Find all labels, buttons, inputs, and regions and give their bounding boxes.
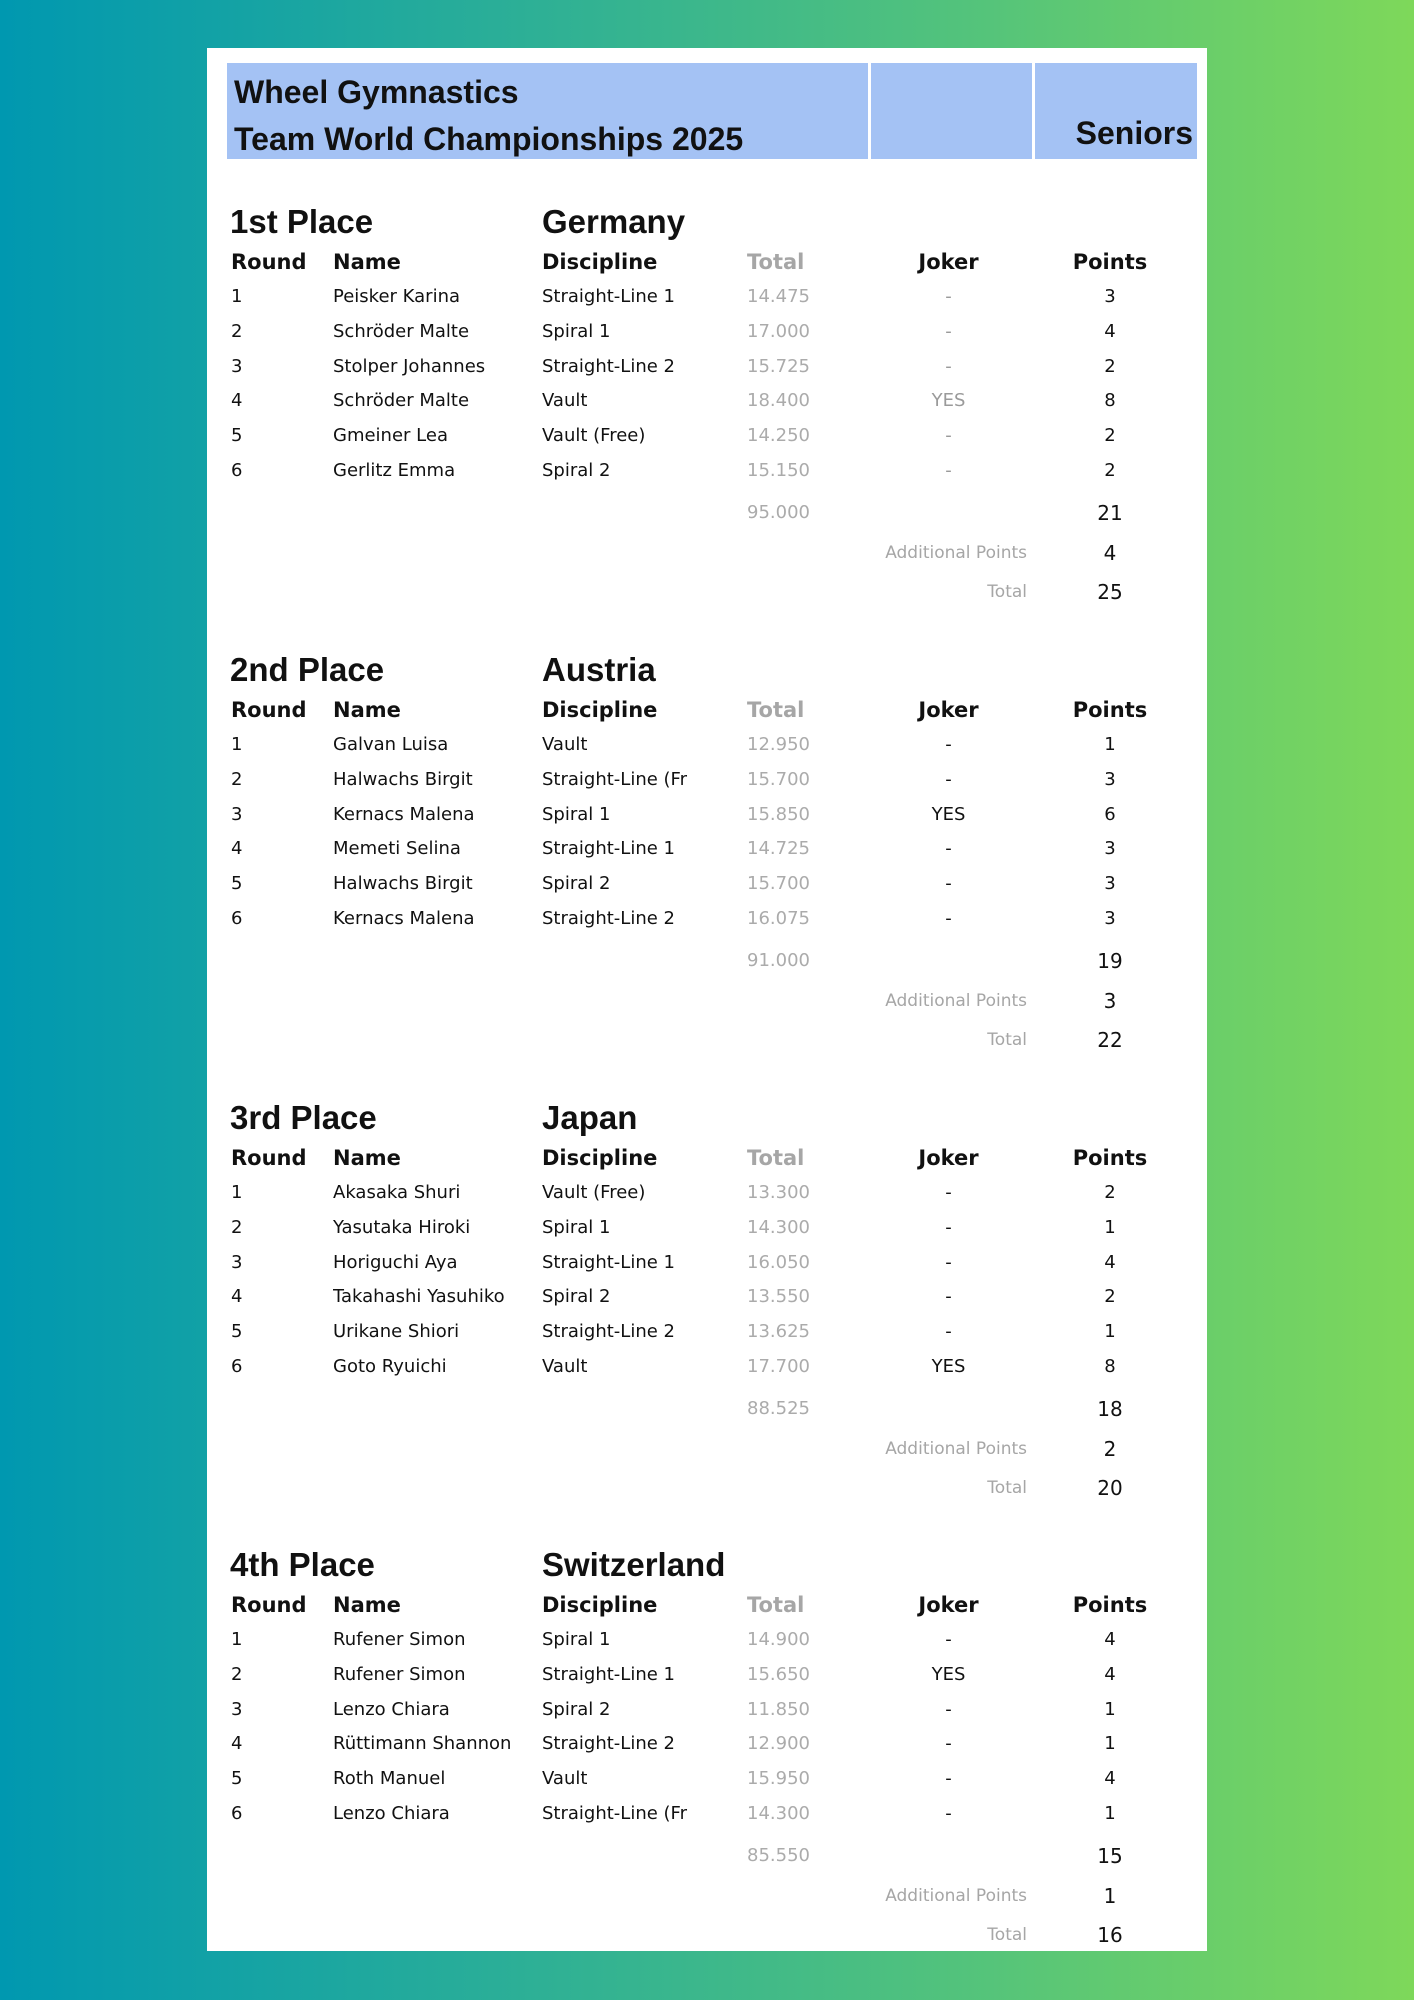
score-total-cell: 15.950 (747, 1768, 810, 1790)
athlete-name-cell: Lenzo Chiara (333, 1803, 450, 1824)
team-section (207, 200, 1207, 620)
athlete-name-cell: Gmeiner Lea (333, 425, 448, 447)
title-line-2: Team World Championships 2025 (234, 121, 744, 157)
table-row (207, 1246, 1207, 1280)
joker-cell: - (945, 1698, 952, 1720)
athlete-name-cell: Lenzo Chiara (333, 1698, 450, 1720)
discipline-cell: Straight-Line 2 (542, 908, 675, 929)
points-cell: 1 (1104, 1216, 1116, 1238)
points-cell: 1 (1104, 1321, 1116, 1343)
additional-points-label: Additional Points (885, 1886, 1027, 1906)
joker-cell: - (945, 425, 952, 447)
athlete-name-cell: Rufener Simon (333, 1663, 466, 1685)
round-cell: 5 (231, 425, 243, 447)
category-cell (1032, 63, 1197, 159)
round-cell: 6 (231, 460, 243, 481)
score-total-cell: 14.250 (747, 425, 810, 447)
table-row (207, 832, 1207, 866)
column-header-name: Name (333, 250, 401, 274)
discipline-cell: Straight-Line 2 (542, 355, 675, 377)
final-total-value: 20 (1097, 1476, 1123, 1500)
score-total-cell: 16.050 (747, 1251, 810, 1273)
discipline-cell: Vault (542, 1768, 588, 1790)
discipline-cell: Straight-Line 2 (542, 1733, 675, 1755)
athlete-name-cell: Galvan Luisa (333, 734, 449, 755)
joker-cell: - (945, 1803, 952, 1824)
country-title: Switzerland (542, 1546, 726, 1583)
column-header-row (207, 1588, 1207, 1622)
table-row (207, 1176, 1207, 1210)
column-header-points: Points (1072, 698, 1148, 722)
column-header-joker: Joker (918, 1146, 979, 1170)
table-row (207, 1762, 1207, 1796)
team-section (207, 1543, 1207, 1951)
round-cell: 2 (231, 1663, 243, 1685)
discipline-cell: Spiral 1 (542, 320, 611, 342)
discipline-cell: Straight-Line 1 (542, 1251, 675, 1273)
final-total-row (207, 575, 1207, 609)
subtotal-score: 95.000 (747, 502, 810, 523)
round-cell: 6 (231, 1803, 243, 1824)
discipline-cell: Straight-Line (Fr (542, 768, 688, 790)
joker-cell: YES (931, 1356, 966, 1377)
score-total-cell: 14.300 (747, 1216, 810, 1238)
joker-cell: - (945, 1629, 952, 1650)
table-row (207, 315, 1207, 349)
score-total-cell: 17.700 (747, 1356, 810, 1377)
discipline-cell: Spiral 1 (542, 803, 611, 825)
points-cell: 2 (1104, 460, 1116, 481)
points-cell: 2 (1104, 425, 1116, 447)
additional-points-label: Additional Points (885, 543, 1027, 563)
table-row (207, 867, 1207, 901)
score-total-cell: 11.850 (747, 1698, 810, 1720)
round-cell: 3 (231, 1698, 243, 1720)
discipline-cell: Spiral 2 (542, 873, 611, 895)
athlete-name-cell: Gerlitz Emma (333, 460, 456, 481)
athlete-name-cell: Halwachs Birgit (333, 768, 473, 790)
score-total-cell: 13.550 (747, 1286, 810, 1308)
score-total-cell: 12.950 (747, 734, 810, 755)
additional-points-label: Additional Points (885, 991, 1027, 1011)
round-cell: 2 (231, 320, 243, 342)
round-cell: 2 (231, 768, 243, 790)
table-row (207, 902, 1207, 936)
subtotal-row (207, 1839, 1207, 1873)
column-header-round: Round (231, 698, 307, 722)
joker-cell: - (945, 355, 952, 377)
subtotal-points: 19 (1097, 949, 1123, 973)
table-row (207, 728, 1207, 762)
joker-cell: - (945, 873, 952, 895)
athlete-name-cell: Takahashi Yasuhiko (333, 1286, 505, 1308)
additional-points-row (207, 1879, 1207, 1913)
athlete-name-cell: Kernacs Malena (333, 908, 475, 929)
final-total-label: Total (987, 1030, 1027, 1050)
final-total-row (207, 1023, 1207, 1057)
table-row (207, 1797, 1207, 1831)
subtotal-score: 88.525 (747, 1398, 810, 1419)
subtotal-points: 15 (1097, 1844, 1123, 1868)
athlete-name-cell: Schröder Malte (333, 390, 470, 412)
final-total-row (207, 1918, 1207, 1951)
round-cell: 3 (231, 1251, 243, 1273)
column-header-row (207, 693, 1207, 727)
score-total-cell: 12.900 (747, 1733, 810, 1755)
subtotal-score: 91.000 (747, 950, 810, 971)
points-cell: 4 (1104, 1768, 1116, 1790)
discipline-cell: Spiral 2 (542, 460, 611, 481)
additional-points-row (207, 984, 1207, 1018)
title-line-1: Wheel Gymnastics (234, 74, 519, 110)
country-title: Germany (542, 203, 686, 240)
points-cell: 3 (1104, 838, 1116, 860)
discipline-cell: Spiral 1 (542, 1629, 611, 1650)
points-cell: 8 (1104, 1356, 1116, 1377)
joker-cell: YES (931, 1663, 966, 1685)
joker-cell: - (945, 1251, 952, 1273)
subtotal-points: 18 (1097, 1397, 1123, 1421)
score-total-cell: 14.475 (747, 286, 810, 307)
final-total-label: Total (987, 582, 1027, 602)
athlete-name-cell: Akasaka Shuri (333, 1182, 461, 1203)
column-header-round: Round (231, 1146, 307, 1170)
score-total-cell: 16.075 (747, 908, 810, 929)
additional-points-value: 4 (1103, 541, 1117, 565)
final-total-value: 16 (1097, 1923, 1123, 1947)
athlete-name-cell: Roth Manuel (333, 1768, 446, 1790)
column-header-name: Name (333, 698, 401, 722)
round-cell: 4 (231, 390, 243, 412)
points-cell: 1 (1104, 1733, 1116, 1755)
category-label: Seniors (1075, 115, 1193, 151)
column-header-points: Points (1072, 1593, 1148, 1617)
joker-cell: - (945, 460, 952, 481)
discipline-cell: Vault (542, 1356, 588, 1377)
round-cell: 2 (231, 1216, 243, 1238)
column-header-discipline: Discipline (542, 250, 658, 274)
column-header-points: Points (1072, 250, 1148, 274)
column-header-round: Round (231, 1593, 307, 1617)
table-row (207, 1693, 1207, 1727)
final-total-value: 22 (1097, 1028, 1123, 1052)
score-total-cell: 14.300 (747, 1803, 810, 1824)
athlete-name-cell: Rüttimann Shannon (333, 1733, 512, 1755)
title-band (227, 63, 1197, 159)
column-header-points: Points (1072, 1146, 1148, 1170)
round-cell: 5 (231, 1321, 243, 1343)
table-row (207, 798, 1207, 832)
table-row (207, 1658, 1207, 1692)
points-cell: 3 (1104, 873, 1116, 895)
column-header-total: Total (747, 250, 805, 274)
joker-cell: YES (931, 390, 966, 412)
country-title: Austria (542, 651, 656, 688)
table-row (207, 1727, 1207, 1761)
column-header-name: Name (333, 1146, 401, 1170)
column-header-total: Total (747, 1146, 805, 1170)
additional-points-value: 2 (1103, 1437, 1117, 1461)
joker-cell: - (945, 286, 952, 307)
score-total-cell: 15.850 (747, 803, 810, 825)
joker-cell: - (945, 320, 952, 342)
joker-cell: - (945, 1286, 952, 1308)
score-total-cell: 15.150 (747, 460, 810, 481)
joker-cell: - (945, 1182, 952, 1203)
table-row (207, 454, 1207, 488)
joker-cell: - (945, 1733, 952, 1755)
additional-points-value: 1 (1103, 1884, 1117, 1908)
athlete-name-cell: Horiguchi Aya (333, 1251, 458, 1273)
column-header-joker: Joker (918, 1593, 979, 1617)
discipline-cell: Spiral 1 (542, 1216, 611, 1238)
points-cell: 4 (1104, 1663, 1116, 1685)
score-total-cell: 17.000 (747, 320, 810, 342)
table-row (207, 1315, 1207, 1349)
points-cell: 8 (1104, 390, 1116, 412)
table-row (207, 419, 1207, 453)
table-row (207, 763, 1207, 797)
joker-cell: - (945, 768, 952, 790)
final-total-value: 25 (1097, 580, 1123, 604)
column-header-total: Total (747, 698, 805, 722)
place-title: 3rd Place (230, 1099, 377, 1136)
athlete-name-cell: Rufener Simon (333, 1629, 466, 1650)
points-cell: 6 (1104, 803, 1116, 825)
additional-points-label: Additional Points (885, 1439, 1027, 1459)
points-cell: 1 (1104, 1803, 1116, 1824)
athlete-name-cell: Urikane Shiori (333, 1321, 460, 1343)
round-cell: 4 (231, 838, 243, 860)
round-cell: 3 (231, 803, 243, 825)
score-total-cell: 18.400 (747, 390, 810, 412)
round-cell: 4 (231, 1286, 243, 1308)
round-cell: 1 (231, 734, 243, 755)
score-total-cell: 15.700 (747, 768, 810, 790)
round-cell: 1 (231, 1629, 243, 1650)
score-total-cell: 14.900 (747, 1629, 810, 1650)
points-cell: 2 (1104, 1182, 1116, 1203)
column-header-joker: Joker (918, 698, 979, 722)
place-title: 4th Place (230, 1546, 375, 1583)
points-cell: 1 (1104, 734, 1116, 755)
table-row (207, 280, 1207, 314)
score-total-cell: 13.300 (747, 1182, 810, 1203)
points-cell: 4 (1104, 320, 1116, 342)
athlete-name-cell: Halwachs Birgit (333, 873, 473, 895)
subtotal-row (207, 1392, 1207, 1426)
discipline-cell: Straight-Line 2 (542, 1321, 675, 1343)
points-cell: 1 (1104, 1698, 1116, 1720)
score-total-cell: 13.625 (747, 1321, 810, 1343)
round-cell: 1 (231, 286, 243, 307)
discipline-cell: Vault (Free) (542, 425, 646, 447)
round-cell: 5 (231, 1768, 243, 1790)
subtotal-row (207, 944, 1207, 978)
athlete-name-cell: Peisker Karina (333, 286, 461, 307)
score-total-cell: 15.650 (747, 1663, 810, 1685)
additional-points-row (207, 1432, 1207, 1466)
place-title: 2nd Place (230, 651, 385, 688)
column-header-total: Total (747, 1593, 805, 1617)
title-band-spacer (868, 63, 1032, 159)
athlete-name-cell: Goto Ryuichi (333, 1356, 447, 1377)
table-row (207, 1280, 1207, 1314)
joker-cell: - (945, 838, 952, 860)
additional-points-row (207, 536, 1207, 570)
discipline-cell: Vault (542, 390, 588, 412)
points-cell: 2 (1104, 355, 1116, 377)
joker-cell: - (945, 734, 952, 755)
table-row (207, 1211, 1207, 1245)
athlete-name-cell: Kernacs Malena (333, 803, 475, 825)
column-header-discipline: Discipline (542, 698, 658, 722)
joker-cell: - (945, 908, 952, 929)
athlete-name-cell: Memeti Selina (333, 838, 461, 860)
team-section (207, 648, 1207, 1068)
subtotal-score: 85.550 (747, 1845, 810, 1866)
place-title: 1st Place (230, 203, 374, 240)
final-total-label: Total (987, 1925, 1027, 1945)
discipline-cell: Straight-Line 1 (542, 286, 675, 307)
round-cell: 5 (231, 873, 243, 895)
points-cell: 3 (1104, 768, 1116, 790)
column-header-row (207, 1141, 1207, 1175)
points-cell: 2 (1104, 1286, 1116, 1308)
score-total-cell: 15.725 (747, 355, 810, 377)
round-cell: 4 (231, 1733, 243, 1755)
points-cell: 4 (1104, 1251, 1116, 1273)
title-block (227, 63, 868, 159)
joker-cell: - (945, 1216, 952, 1238)
points-cell: 3 (1104, 286, 1116, 307)
country-title: Japan (542, 1099, 638, 1136)
discipline-cell: Vault (Free) (542, 1182, 646, 1203)
round-cell: 1 (231, 1182, 243, 1203)
column-header-discipline: Discipline (542, 1593, 658, 1617)
points-cell: 4 (1104, 1629, 1116, 1650)
round-cell: 3 (231, 355, 243, 377)
column-header-joker: Joker (918, 250, 979, 274)
team-section (207, 1096, 1207, 1516)
discipline-cell: Straight-Line 1 (542, 1663, 675, 1685)
subtotal-points: 21 (1097, 501, 1123, 525)
subtotal-row (207, 496, 1207, 530)
joker-cell: - (945, 1768, 952, 1790)
results-sheet (207, 48, 1207, 1951)
joker-cell: YES (931, 803, 966, 825)
column-header-row (207, 245, 1207, 279)
final-total-row (207, 1471, 1207, 1505)
score-total-cell: 14.725 (747, 838, 810, 860)
score-total-cell: 15.700 (747, 873, 810, 895)
athlete-name-cell: Yasutaka Hiroki (333, 1216, 471, 1238)
round-cell: 6 (231, 1356, 243, 1377)
column-header-discipline: Discipline (542, 1146, 658, 1170)
column-header-name: Name (333, 1593, 401, 1617)
discipline-cell: Straight-Line 1 (542, 838, 675, 860)
additional-points-value: 3 (1103, 989, 1117, 1013)
table-row (207, 1350, 1207, 1384)
athlete-name-cell: Schröder Malte (333, 320, 470, 342)
table-row (207, 350, 1207, 384)
discipline-cell: Spiral 2 (542, 1698, 611, 1720)
round-cell: 6 (231, 908, 243, 929)
joker-cell: - (945, 1321, 952, 1343)
points-cell: 3 (1104, 908, 1116, 929)
discipline-cell: Straight-Line (Fr (542, 1803, 688, 1824)
athlete-name-cell: Stolper Johannes (333, 355, 486, 377)
column-header-round: Round (231, 250, 307, 274)
discipline-cell: Spiral 2 (542, 1286, 611, 1308)
discipline-cell: Vault (542, 734, 588, 755)
table-row (207, 1623, 1207, 1657)
final-total-label: Total (987, 1478, 1027, 1498)
table-row (207, 384, 1207, 418)
